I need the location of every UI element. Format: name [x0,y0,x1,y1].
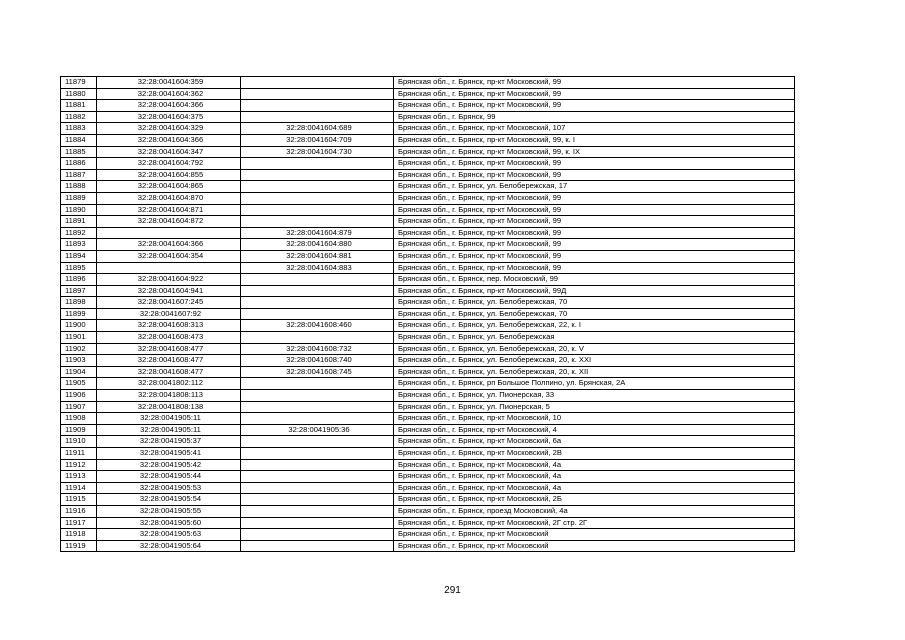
table-row [61,77,795,89]
row-number-cell: 11885 [61,146,97,158]
table-row [61,227,795,239]
cadastral-number-cell: 32:28:0041604:359 [97,77,241,89]
address-cell: Брянская обл., г. Брянск, пр-кт Московский, 107 [394,123,795,135]
address-cell: Брянская обл., г. Брянск, пр-кт Московский, 4а [394,482,795,494]
address-cell: Брянская обл., г. Брянск, пр-кт Московский, 99 [394,77,795,89]
related-cadastral-number-cell [241,471,394,483]
cadastral-number-cell: 32:28:0041905:53 [97,482,241,494]
cadastral-number-cell: 32:28:0041604:855 [97,169,241,181]
row-number-cell: 11900 [61,320,97,332]
cadastral-number-cell: 32:28:0041905:63 [97,529,241,541]
cadastral-number-cell: 32:28:0041608:477 [97,343,241,355]
related-cadastral-number-cell: 32:28:0041604:730 [241,146,394,158]
address-cell: Брянская обл., г. Брянск, ул. Белобережская [394,332,795,344]
row-number-cell: 11890 [61,204,97,216]
related-cadastral-number-cell [241,459,394,471]
table-row [61,297,795,309]
registry-table-body [61,77,795,552]
row-number-cell: 11899 [61,308,97,320]
row-number-cell: 11892 [61,227,97,239]
registry-table [60,76,795,552]
table-row [61,239,795,251]
row-number-cell: 11908 [61,413,97,425]
cadastral-number-cell: 32:28:0041808:138 [97,401,241,413]
cadastral-number-cell: 32:28:0041604:362 [97,88,241,100]
address-cell: Брянская обл., г. Брянск, пр-кт Московский, 99 [394,250,795,262]
table-row [61,204,795,216]
cadastral-number-cell: 32:28:0041905:64 [97,540,241,552]
row-number-cell: 11906 [61,390,97,402]
table-row [61,274,795,286]
row-number-cell: 11907 [61,401,97,413]
cadastral-number-cell: 32:28:0041608:313 [97,320,241,332]
related-cadastral-number-cell [241,494,394,506]
address-cell: Брянская обл., г. Брянск, пр-кт Московский, 2Б [394,494,795,506]
row-number-cell: 11886 [61,158,97,170]
address-cell: Брянская обл., г. Брянск, пр-кт Московский, 99 [394,88,795,100]
table-row [61,401,795,413]
table-row [61,494,795,506]
related-cadastral-number-cell [241,285,394,297]
row-number-cell: 11903 [61,355,97,367]
table-row [61,192,795,204]
address-cell: Брянская обл., г. Брянск, ул. Белобережская, 17 [394,181,795,193]
table-row [61,285,795,297]
cadastral-number-cell: 32:28:0041608:477 [97,355,241,367]
table-row [61,332,795,344]
cadastral-number-cell: 32:28:0041604:366 [97,134,241,146]
related-cadastral-number-cell: 32:28:0041604:883 [241,262,394,274]
table-row [61,88,795,100]
cadastral-number-cell: 32:28:0041604:941 [97,285,241,297]
cadastral-number-cell: 32:28:0041905:42 [97,459,241,471]
row-number-cell: 11917 [61,517,97,529]
related-cadastral-number-cell [241,540,394,552]
address-cell: Брянская обл., г. Брянск, пр-кт Московский, 99, к. IX [394,146,795,158]
row-number-cell: 11879 [61,77,97,89]
related-cadastral-number-cell [241,378,394,390]
related-cadastral-number-cell [241,413,394,425]
table-row [61,146,795,158]
cadastral-number-cell: 32:28:0041905:44 [97,471,241,483]
related-cadastral-number-cell [241,169,394,181]
table-row [61,100,795,112]
row-number-cell: 11884 [61,134,97,146]
related-cadastral-number-cell [241,216,394,228]
row-number-cell: 11915 [61,494,97,506]
address-cell: Брянская обл., г. Брянск, 99 [394,111,795,123]
address-cell: Брянская обл., г. Брянск, пр-кт Московский, 4а [394,459,795,471]
row-number-cell: 11901 [61,332,97,344]
cadastral-number-cell: 32:28:0041905:55 [97,505,241,517]
related-cadastral-number-cell [241,204,394,216]
related-cadastral-number-cell [241,308,394,320]
cadastral-number-cell: 32:28:0041608:473 [97,332,241,344]
address-cell: Брянская обл., г. Брянск, пр-кт Московский, 99 [394,158,795,170]
cadastral-number-cell: 32:28:0041604:366 [97,100,241,112]
cadastral-number-cell: 32:28:0041808:113 [97,390,241,402]
table-row [61,262,795,274]
table-row [61,517,795,529]
related-cadastral-number-cell [241,505,394,517]
row-number-cell: 11895 [61,262,97,274]
row-number-cell: 11918 [61,529,97,541]
address-cell: Брянская обл., г. Брянск, пр-кт Московский, 99 [394,100,795,112]
row-number-cell: 11911 [61,448,97,460]
cadastral-number-cell: 32:28:0041604:375 [97,111,241,123]
row-number-cell: 11882 [61,111,97,123]
related-cadastral-number-cell: 32:28:0041608:460 [241,320,394,332]
table-row [61,505,795,517]
table-row [61,529,795,541]
related-cadastral-number-cell: 32:28:0041608:740 [241,355,394,367]
cadastral-number-cell: 32:28:0041604:922 [97,274,241,286]
row-number-cell: 11914 [61,482,97,494]
related-cadastral-number-cell: 32:28:0041604:879 [241,227,394,239]
row-number-cell: 11881 [61,100,97,112]
address-cell: Брянская обл., г. Брянск, пр-кт Московский, 99 [394,169,795,181]
related-cadastral-number-cell: 32:28:0041604:709 [241,134,394,146]
table-row [61,471,795,483]
address-cell: Брянская обл., г. Брянск, пер. Московский, 99 [394,274,795,286]
cadastral-number-cell: 32:28:0041604:872 [97,216,241,228]
address-cell: Брянская обл., г. Брянск, ул. Белобережская, 70 [394,308,795,320]
row-number-cell: 11888 [61,181,97,193]
row-number-cell: 11880 [61,88,97,100]
row-number-cell: 11905 [61,378,97,390]
table-row [61,482,795,494]
address-cell: Брянская обл., г. Брянск, пр-кт Московский [394,540,795,552]
address-cell: Брянская обл., г. Брянск, пр-кт Московский, 4а [394,471,795,483]
cadastral-number-cell: 32:28:0041905:11 [97,424,241,436]
table-row [61,181,795,193]
address-cell: Брянская обл., г. Брянск, пр-кт Московский, 6а [394,436,795,448]
row-number-cell: 11912 [61,459,97,471]
page-number: 291 [444,585,461,596]
table-row [61,413,795,425]
related-cadastral-number-cell [241,88,394,100]
related-cadastral-number-cell [241,529,394,541]
table-row [61,111,795,123]
table-row [61,320,795,332]
related-cadastral-number-cell [241,111,394,123]
table-row [61,343,795,355]
related-cadastral-number-cell [241,517,394,529]
row-number-cell: 11891 [61,216,97,228]
row-number-cell: 11894 [61,250,97,262]
address-cell: Брянская обл., г. Брянск, пр-кт Московский, 99 [394,192,795,204]
related-cadastral-number-cell [241,448,394,460]
address-cell: Брянская обл., г. Брянск, ул. Белобережская, 22, к. I [394,320,795,332]
address-cell: Брянская обл., г. Брянск, ул. Белобережская, 20, к. XII [394,366,795,378]
cadastral-number-cell: 32:28:0041905:41 [97,448,241,460]
related-cadastral-number-cell [241,332,394,344]
row-number-cell: 11909 [61,424,97,436]
address-cell: Брянская обл., г. Брянск, пр-кт Московский, 99, к. I [394,134,795,146]
table-row [61,540,795,552]
cadastral-number-cell: 32:28:0041604:871 [97,204,241,216]
row-number-cell: 11904 [61,366,97,378]
table-row [61,424,795,436]
row-number-cell: 11883 [61,123,97,135]
related-cadastral-number-cell [241,100,394,112]
table-row [61,366,795,378]
cadastral-number-cell: 32:28:0041607:245 [97,297,241,309]
row-number-cell: 11889 [61,192,97,204]
related-cadastral-number-cell [241,482,394,494]
related-cadastral-number-cell: 32:28:0041608:732 [241,343,394,355]
address-cell: Брянская обл., г. Брянск, ул. Белобережская, 20, к. V [394,343,795,355]
table-row [61,355,795,367]
row-number-cell: 11910 [61,436,97,448]
row-number-cell: 11887 [61,169,97,181]
address-cell: Брянская обл., г. Брянск, пр-кт Московский [394,529,795,541]
row-number-cell: 11913 [61,471,97,483]
address-cell: Брянская обл., г. Брянск, ул. Белобережская, 20, к. XXI [394,355,795,367]
row-number-cell: 11898 [61,297,97,309]
table-row [61,448,795,460]
related-cadastral-number-cell [241,401,394,413]
cadastral-number-cell: 32:28:0041905:60 [97,517,241,529]
address-cell: Брянская обл., г. Брянск, пр-кт Московский, 4 [394,424,795,436]
row-number-cell: 11897 [61,285,97,297]
cadastral-number-cell: 32:28:0041604:366 [97,239,241,251]
cadastral-number-cell: 32:28:0041905:37 [97,436,241,448]
address-cell: Брянская обл., г. Брянск, пр-кт Московский, 10 [394,413,795,425]
table-row [61,169,795,181]
cadastral-number-cell [97,262,241,274]
address-cell: Брянская обл., г. Брянск, пр-кт Московский, 2В [394,448,795,460]
related-cadastral-number-cell: 32:28:0041905:36 [241,424,394,436]
row-number-cell: 11916 [61,505,97,517]
address-cell: Брянская обл., г. Брянск, пр-кт Московский, 99 [394,216,795,228]
related-cadastral-number-cell: 32:28:0041604:880 [241,239,394,251]
table-row [61,216,795,228]
address-cell: Брянская обл., г. Брянск, пр-кт Московский, 99Д [394,285,795,297]
related-cadastral-number-cell [241,181,394,193]
cadastral-number-cell: 32:28:0041604:329 [97,123,241,135]
related-cadastral-number-cell [241,436,394,448]
cadastral-number-cell: 32:28:0041604:792 [97,158,241,170]
table-row [61,158,795,170]
table-row [61,134,795,146]
row-number-cell: 11902 [61,343,97,355]
related-cadastral-number-cell [241,390,394,402]
cadastral-number-cell: 32:28:0041604:870 [97,192,241,204]
cadastral-number-cell [97,227,241,239]
table-row [61,378,795,390]
address-cell: Брянская обл., г. Брянск, пр-кт Московский, 99 [394,204,795,216]
address-cell: Брянская обл., г. Брянск, ул. Белобережская, 70 [394,297,795,309]
related-cadastral-number-cell [241,192,394,204]
related-cadastral-number-cell: 32:28:0041608:745 [241,366,394,378]
address-cell: Брянская обл., г. Брянск, пр-кт Московский, 99 [394,227,795,239]
table-row [61,459,795,471]
row-number-cell: 11893 [61,239,97,251]
cadastral-number-cell: 32:28:0041604:865 [97,181,241,193]
related-cadastral-number-cell: 32:28:0041604:881 [241,250,394,262]
cadastral-number-cell: 32:28:0041802:112 [97,378,241,390]
related-cadastral-number-cell [241,297,394,309]
row-number-cell: 11896 [61,274,97,286]
cadastral-number-cell: 32:28:0041905:11 [97,413,241,425]
table-row [61,250,795,262]
table-row [61,390,795,402]
address-cell: Брянская обл., г. Брянск, проезд Московский, 4а [394,505,795,517]
cadastral-number-cell: 32:28:0041905:54 [97,494,241,506]
address-cell: Брянская обл., г. Брянск, ул. Пионерская, 33 [394,390,795,402]
address-cell: Брянская обл., г. Брянск, рп Большое Полпино, ул. Брянская, 2А [394,378,795,390]
cadastral-number-cell: 32:28:0041604:354 [97,250,241,262]
row-number-cell: 11919 [61,540,97,552]
related-cadastral-number-cell [241,274,394,286]
table-row [61,436,795,448]
related-cadastral-number-cell [241,158,394,170]
cadastral-number-cell: 32:28:0041604:347 [97,146,241,158]
address-cell: Брянская обл., г. Брянск, пр-кт Московский, 99 [394,239,795,251]
cadastral-number-cell: 32:28:0041608:477 [97,366,241,378]
address-cell: Брянская обл., г. Брянск, пр-кт Московский, 2Г стр. 2Г [394,517,795,529]
table-row [61,123,795,135]
address-cell: Брянская обл., г. Брянск, ул. Пионерская, 5 [394,401,795,413]
table-row [61,308,795,320]
related-cadastral-number-cell [241,77,394,89]
address-cell: Брянская обл., г. Брянск, пр-кт Московский, 99 [394,262,795,274]
related-cadastral-number-cell: 32:28:0041604:689 [241,123,394,135]
cadastral-number-cell: 32:28:0041607:92 [97,308,241,320]
